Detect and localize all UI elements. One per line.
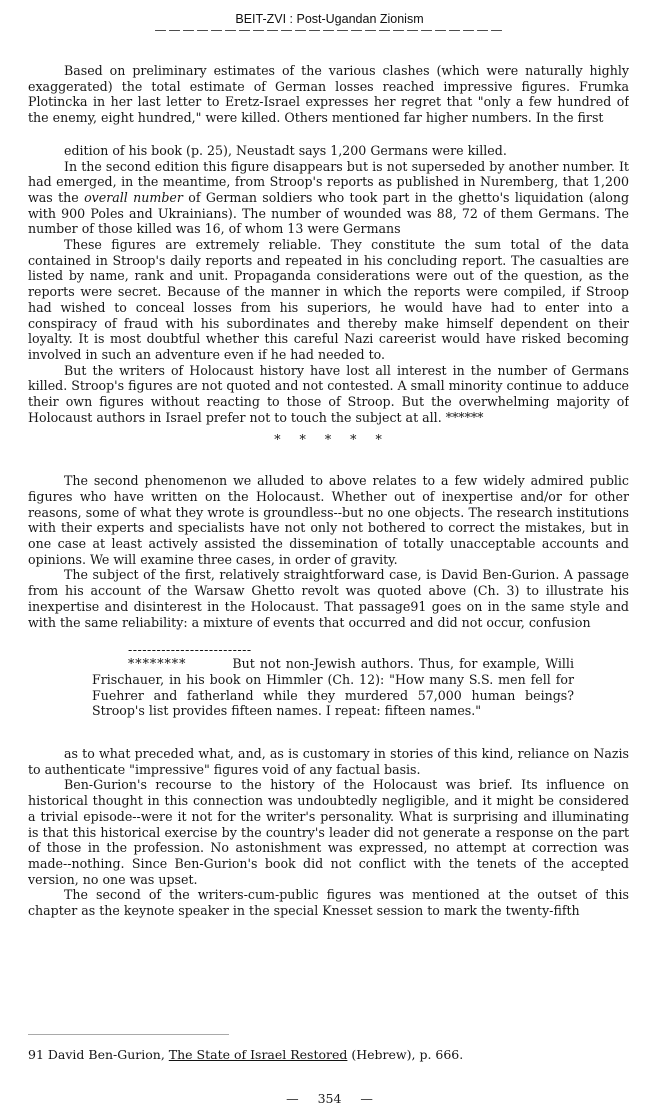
footnote-book-title: The State of Israel Restored [168, 1047, 348, 1062]
text-run: But the writers of Holocaust history have lost all interest in the number of Germans killed. Stroop's figures are not quoted and not contested. A small minority continue to adduce their own figures without reacting to those of Stroop. But the overwhelming majority of Holocaust authors in Israel prefer not to touch the subject at all. ****** [28, 362, 629, 425]
text-run: The second of the writers-cum-public figures was mentioned at the outset of this chapter as the keynote speaker in the special Knesset session to mark the twenty-fifth [28, 887, 629, 919]
paragraph [28, 159, 629, 238]
page-body [28, 63, 629, 1031]
footer-dash-left: — [286, 1091, 299, 1106]
text-run: edition of his book (p. 25), Neustadt says 1,200 Germans were killed. [64, 142, 507, 158]
footnote-area [28, 1034, 629, 1062]
running-title: BEIT-ZVI : Post-Ugandan Zionism [235, 12, 424, 26]
footer-dash-right: — [360, 1091, 373, 1106]
text-run: Ben-Gurion's recourse to the history of the Holocaust was brief. Its influence on historical thought in this connection was undoubtedly negligible, and it might be considered a trivial episode--were it not for the writer's personality. What is surprising and illuminating is that this historical exercise by the country's leader did not generate a response on the part of those in the profession. No astonishment was expressed, no attempt at correction was made--nothing. Since Ben-Gurion's book did not conflict with the tenets of the accepted version, no one was upset. [28, 777, 629, 887]
page-header [0, 0, 659, 35]
paragraph [28, 143, 629, 159]
page-footer [0, 1091, 659, 1106]
text-run: of German soldiers who took part in the ghetto's liquidation (along with 900 Poles and Ukrainians). The number of wounded was 88, 72 of them Germans. The number of those killed was 16, of whom 13 were Germans [28, 189, 629, 237]
italic-phrase: overall number [84, 189, 183, 205]
footnote [28, 1047, 629, 1062]
page-number: 354 [317, 1091, 342, 1106]
paragraph [28, 746, 629, 777]
text-run: Based on preliminary estimates of the various clashes (which were naturally highly exaggerated) the total estimate of German losses reached impressive figures. Frumka Plotincka in her last letter to Eretz-Israel expresses her regret that "only a few hundred of the enemy, eight hundred," were killed. Others mentioned far higher numbers. In the first [28, 63, 629, 126]
text-run: These figures are extremely reliable. They constitute the sum total of the data contained in Stroop's daily reports and repeated in his concluding report. The casualties are listed by name, rank and unit. Propaganda considerations were out of the question, as the reports were secret. Because of the manner in which the reports were compiled, if Stroop had wished to conceal losses from his superiors, he would have had to enter into a conspiracy of fraud with his subordinates and thereby make himself dependent on their loyalty. It is most doubtful whether this careful Nazi careerist would have risked becoming involved in such an adventure even if he had needed to. [28, 237, 629, 362]
star-separator [28, 432, 629, 448]
footnote-text: (Hebrew), p. 666. [347, 1047, 464, 1062]
paragraph [28, 567, 629, 630]
text-run: But not non-Jewish authors. Thus, for example, Willi Frischauer, in his book on Himmler (Ch. 12): "How many S.S. men fell for Fuehrer and fatherland while they murdered 57,000 human beings? Stroop's list provides fifteen names. I repeat: fifteen names." [92, 656, 574, 719]
paragraph [28, 363, 629, 426]
text-run: as to what preceded what, and, as is customary in stories of this kind, reliance on Nazis to authenticate "impressive" figures void of any factual basis. [28, 746, 629, 777]
paragraph [28, 237, 629, 363]
text-run: -------------------------- [128, 642, 252, 658]
footnote-text: 91 David Ben-Gurion, [28, 1047, 169, 1062]
text-run: In the second edition this figure disappears but is not superseded by another number. It had emerged, in the meantime, from Stroop's reports as published in Nuremberg, that 1,200 was the [28, 158, 629, 205]
dashed-divider [128, 643, 629, 656]
text-run: * * * * * [274, 432, 383, 448]
text-run: The second phenomenon we alluded to above relates to a few widely admired public figures who have written on the Holocaust. Whether out of inexpertise and/or for other reasons, some of what they wrote is groundless--but no one objects. The research institutions with their experts and specialists have not only not bothered to correct the mistakes, but in one case at least actively assisted the dissemination of totally unacceptable accounts and opinions. We will examine three cases, in order of gravity. [28, 473, 629, 567]
asterisks-marker: ******** [128, 656, 187, 672]
paragraph [28, 473, 629, 567]
paragraph [28, 887, 629, 918]
paragraph [28, 63, 629, 126]
paragraph [28, 777, 629, 887]
footnote-rule [28, 1034, 229, 1035]
text-run: The subject of the first, relatively straightforward case, is David Ben-Gurion. A passage from his account of the Warsaw Ghetto revolt was quoted above (Ch. 3) to illustrate his inexpertise and disinterest in the Holocaust. That passage91 goes on in the same style and with the same reliability: a mixture of events that occurred and did not occur, confusion [28, 567, 629, 630]
aside-note [92, 656, 574, 719]
header-rule: ————————————————————————— [154, 26, 505, 35]
